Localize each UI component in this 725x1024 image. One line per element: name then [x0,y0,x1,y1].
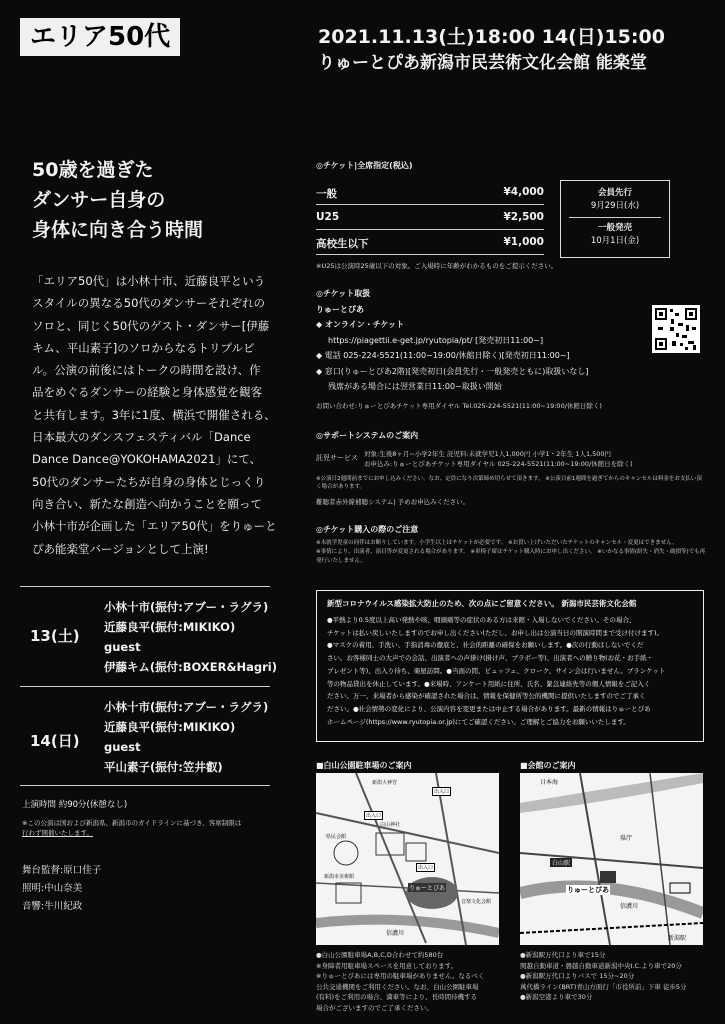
intro-text [32,270,282,560]
map-label: 新潟駅 [668,935,687,942]
access-note: ●新潟駅万代口よりバスで 15分~20分 [520,972,635,980]
parking-note: ●白山公園駐車場A,B,C,D合わせて約580台 [316,951,444,959]
parking-map [316,773,499,945]
map-label: 音楽文化会館 [461,899,492,905]
general-date: 10月1日(金) [590,236,640,246]
childcare-label: 託児サービス [316,454,358,462]
venue-map [520,773,703,945]
divider [316,229,544,230]
intro-line: と共有します。3年に1度、横浜で開催される、 [32,407,276,422]
map-label: 日本海 [540,779,559,786]
phone-info: ◆ 電話 025-224-5521(11:00~19:00/休館日除く)[発売初日11:00~] [316,351,570,360]
remain-info: 残席がある場合には翌営業日11:00~取扱い開始 [328,382,502,391]
member-date: 9月29日(水) [590,201,640,211]
intro-line: 向き合い、新たな創造へ向かうことを願って [32,496,262,511]
venue-map-heading: ■会館のご案内 [520,761,576,770]
ticket-row [316,211,544,223]
headline-line: 50歳を過ぎた [32,159,154,181]
map-label: 県庁 [620,835,633,842]
contact-info: お問い合わせ:りゅーとぴあチケット専用ダイヤル Tel.025-224-5521(11:00~19:00/休館日除く) [316,401,602,410]
cast-item: guest [104,740,141,754]
childcare [316,449,706,469]
divider [20,785,270,786]
intro-line: 品をめぐるダンサーの経験と身体感覚を観客 [32,385,263,400]
day-label: 14(日) [30,732,80,750]
map-label: 白山駅 [552,860,571,867]
parking-note: 場合がございますのでご了承ください。 [316,1003,433,1012]
cast-item: 近藤良平(振付:MIKIKO) [104,620,236,634]
credit-item: 音響:牛川紀政 [22,901,83,912]
childcare-note: ※公演日2週間前までにお申し込みください。なお、定員になり次第締め切らせて頂きます。 ※公演日前1週間を過ぎてからのキャンセルは料金をお支払い頂く場合があります。 [316,476,702,490]
map-label: 県民会館 [326,834,347,840]
cast-item: 小林十市(振付:アブー・ラグラ) [104,600,269,614]
intro-line: 50代のダンサーたちが自身の身体とじっくり [32,474,266,489]
credit-item: 照明:中山奈美 [22,883,83,894]
map-label: 信濃川 [386,930,405,937]
access-note: 萬代橋ライン(BRT)青山方面行「市役所前」下車 徒歩5分 [520,982,687,991]
runtime-note [22,818,282,838]
parking-note: ※身障者用駐車場スペースを用意しております。 [316,961,458,970]
map-label: 新潟大神宮 [372,780,398,786]
day-label: 13(土) [30,627,80,645]
qr-code[interactable] [652,305,700,353]
cast-item: 近藤良平(振付:MIKIKO) [104,720,236,734]
ticket-name: 一般 [316,188,337,200]
support-heading: ◎サポートシステムのご案内 [316,431,419,440]
parking-note: ※りゅーとぴあには専用の駐車場がありません。なるべく [316,972,485,980]
cast-list [104,697,268,777]
notice-line: チケットは払い戻しいたしますのでお申し出ください(ただし、お申し出は公演当日の開演時間まで受け付けます)。 [327,628,663,637]
online-label: ◆ オンライン・チケット [316,320,404,329]
intro-line: Dance Dance@YOKOHAMA2021」にて、 [32,452,262,467]
sales-heading: ◎チケット取扱 [316,289,371,298]
runtime-note-line: 行わず開催いたします。 [22,829,93,837]
cast-item: 伊藤キム(振付:BOXER&Hagri) [104,660,277,674]
ticket-heading: ◎チケット|全席指定(税込) [316,161,413,170]
access-note: ●新潟空港より車で30分 [520,993,593,1001]
ticket-name: U25 [316,211,340,223]
caution-heading: ◎チケット購入の際のご注意 [316,525,419,534]
intro-line: ぴあ能楽堂バージョンとして上演! [32,541,209,556]
sale-dates-box [560,180,670,258]
parking-notes [316,950,506,1013]
caution-info [316,524,706,566]
notice-line: ホームページ(https://www.ryutopia.or.jp)にてご確認ください。ご理解とご協力をお願いいたします。 [327,717,630,726]
intro-line: 「エリア50代」は小林十市、近藤良平という [32,274,266,288]
childcare-line: お申込み:りゅーとぴあチケット専用ダイヤル 025-224-5521(11:00~19:00/休館日を除く) [364,460,633,468]
credit-item: 舞台監督:原口佳子 [22,865,102,876]
divider [316,204,544,205]
sales-org: りゅーとぴあ [316,304,364,314]
map-label: 白山神社 [380,822,401,828]
qr-code-icon [652,305,700,353]
general-label: 一般発売 [597,223,632,233]
cast-item: guest [104,640,141,654]
cast-list [104,597,277,677]
headline-line: 身体に向き合う時間 [32,219,204,241]
notice-line: さい。お客様同士の大声での会話、出演者への声掛け(掛け声、ブラボー等)、出演者への贈り物(お花・お手紙・ [327,654,654,663]
ticket-name: 高校生以下 [316,238,369,250]
map-label: りゅーとぴあ [567,886,609,894]
notice-body [317,614,703,728]
ticket-row [316,186,544,201]
title-badge: エリア50代 [20,18,180,56]
covid-notice [316,590,704,742]
intro-line: 小林十市が企画した「エリア50代」をりゅーと [32,519,277,534]
online-url[interactable]: https://piagettii.e-get.jp/ryutopia/pt/ [発売初日11:00~] [328,335,544,345]
ticket-price: ¥4,000 [503,186,544,198]
map-label: 出入口 [418,865,434,871]
childcare-line: 対象:生後8ヶ月~小学2年生 託児料:未就学児1人1,000円 小学1・2年生 1人1,500円 [364,450,612,458]
intro-line: ソロと、同じく50代のゲスト・ダンサー[伊藤 [32,318,270,333]
credits [22,862,101,916]
map-label: りゅーとぴあ [409,885,446,892]
parking-note: 公共交通機関をご利用ください。なお、白山公園駐車場 [316,982,479,991]
cast-item: 平山素子(振付:笠井叡) [104,760,223,774]
sales-info [316,286,646,411]
ticket-note: ※U25は公演時25歳以下の対象。ご入場時に年齢がわかるものをご提示ください。 [316,262,558,270]
notice-heading: 新型コロナウイルス感染拡大防止のため、次の点にご留意ください。 新潟市民芸術文化会館 [327,599,637,608]
intro-line: 日本最大のダンスフェスティバル「Dance [32,430,251,445]
runtime-note-line: ※この公演は国および新潟県、新潟市のガイドラインに基づき、客席制限は [22,819,242,827]
ticket-price: ¥2,500 [503,211,544,223]
member-label: 会員先行 [597,188,632,198]
intro-line: ル。公演の前後にはトークの時間を設け、作 [32,363,261,378]
event-venue: りゅーとぴあ新潟市民芸術文化会館 能楽堂 [318,53,647,73]
event-date: 2021.11.13(土)18:00 14(日)15:00 [318,26,665,48]
cast-item: 小林十市(振付:アブー・ラグラ) [104,700,269,714]
access-notes [520,950,710,1003]
notice-line: 等の物品貸出を休止しています。●来場時、アンケート用紙に住所、氏名、緊急連絡先等の個人情報をご記入く [327,679,651,688]
divider [20,586,270,587]
map-label: 信濃川 [620,903,639,910]
notice-line: ●平熱より0.5度以上高い発熱や咳、咽頭痛等の症状のある方は来館・入場しないでください。その場合、 [327,616,636,624]
support-info [316,430,706,507]
map-label: 出入口 [434,789,450,795]
parking-map-heading: ■白山公園駐車場のご案内 [316,761,412,770]
access-note: ●新潟駅万代口より車で15分 [520,951,606,959]
notice-line: ださい。万一、来場者から感染が確認された場合は、情報を保健所等公的機関に提供いたしますのでご了承く [327,692,646,701]
map-label: 新潟市美術館 [324,874,355,880]
intro-line: キム、平山素子]のソロからなるトリプルビ [32,340,255,355]
notice-line: ださい。●社会情勢の変化により、公演内容を変更または中止する場合があります。最新の情報はりゅーとぴあ [327,704,651,713]
divider [316,254,544,255]
notice-line: ●マスクの着用、手洗い、手指消毒の徹底と、社会的距離の確保をお願いします。●次の行動はしないでくだ [327,641,644,650]
parking-note: (有料)をご利用の場合、満車等により、長時間待機する [316,993,478,1001]
caution-line: ※未就学児童の同伴はお断りしています。小学生以上はチケットが必要です。 ※お買い上げいただいたチケットのキャンセル・変更はできません。 [316,540,678,546]
divider [569,217,661,218]
divider [20,686,270,687]
runtime: 上演時間 約90分(休憩なし) [22,800,128,810]
intro-line: スタイルの異なる50代のダンサーそれぞれの [32,296,266,311]
ticket-row [316,236,544,251]
notice-line: プレゼント等)、出入り待ち、楽屋訪問。●当面の間、ビュッフェ、クローク、サイン会は行いません。ブランケット [327,666,666,675]
headline [32,155,203,245]
access-note: 関越自動車道・磐越自動車道新潟中央I.C.より車で20分 [520,961,682,970]
map-label: 出入口 [366,813,382,819]
headline-line: ダンサー自身の [32,189,166,211]
hearing-support: 難聴者赤外線補聴システム| 予めお申込みください。 [316,498,470,506]
caution-line: ※事情により、出演者、演目等が変更される場合があります。 ※車椅子席はチケット購入時にお申し出ください。 ※いかなる事情(紛失・消失・破損等)でも再発行いたしません。 [316,549,706,564]
ticket-price: ¥1,000 [503,236,544,248]
window-info: ◆ 窓口(りゅーとぴあ2階)[発売初日(会員先行・一般発売ともに)取扱いなし] [316,366,589,376]
